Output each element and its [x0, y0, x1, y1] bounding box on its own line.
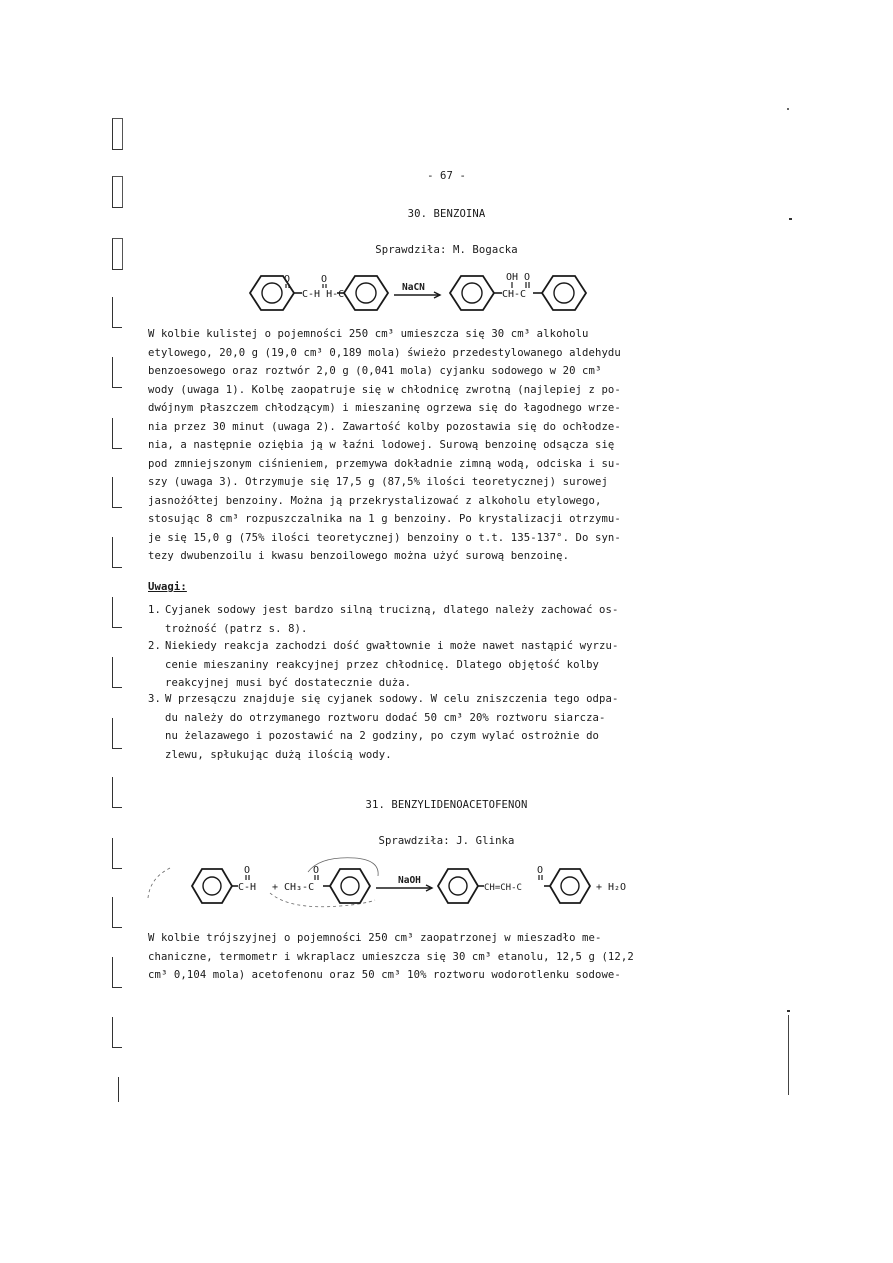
text-line: nia przez 30 minut (uwaga 2). Zawartość kolby pozostawia się do ochłodze- — [148, 420, 621, 433]
margin-bracket — [112, 418, 122, 449]
section-30-title: 30. BENZOINA — [407, 208, 486, 220]
text-line: zlewu, spłukując dużą ilością wody. — [165, 748, 392, 761]
margin-bracket — [112, 537, 122, 568]
margin-bracket — [112, 597, 122, 628]
benzene-ring — [438, 869, 478, 903]
oxygen-label: O — [313, 865, 320, 876]
reagent-nacn: NaCN — [402, 282, 425, 293]
text-line: W kolbie kulistej o pojemności 250 cm³ umieszcza się 30 cm³ alkoholu — [148, 328, 589, 340]
text-line: cenie mieszaniny reakcyjnej przez chłodnicę. Dlatego objętość kolby — [165, 658, 600, 671]
section-30-procedure — [148, 325, 642, 566]
reagent-naoh: NaOH — [398, 875, 421, 886]
hydroxyl-label: OH — [506, 272, 519, 283]
margin-bracket — [112, 1017, 122, 1048]
margin-bracket — [112, 657, 122, 688]
margin-bracket — [112, 897, 122, 928]
text-line: tezy dwubenzoilu i kwasu benzoilowego można użyć surową benzoinę. — [148, 550, 570, 562]
section-31-procedure — [148, 929, 642, 985]
text-line: pod zmniejszonym ciśnieniem, przemywa dokładnie zimną wodą, odciska i su- — [148, 457, 621, 470]
text-line: reakcyjnej musi być dostatecznie duża. — [165, 677, 412, 689]
margin-bracket — [112, 357, 122, 388]
margin-bracket — [112, 297, 122, 328]
product-chain-label: CH=CH-C — [484, 883, 522, 893]
text-line: W kolbie trójszyjnej o pojemności 250 cm³ zaopatrzonej w mieszadło me- — [148, 932, 602, 944]
benzene-ring-circle — [262, 283, 282, 303]
text-line: dwójnym płaszczem chłodzącym) i mieszaninę ogrzewa się do łagodnego wrze- — [148, 402, 621, 414]
water-label: H₂O — [608, 882, 627, 893]
text-line: etylowego, 20,0 g (19,0 cm³ 0,189 mola) świeżo przedestylowanego aldehydu — [148, 346, 621, 359]
text-line: je się 15,0 g (75% ilości teoretycznej) benzoiny o t.t. 135-137°. Do syn- — [148, 531, 621, 544]
text-line: Niekiedy reakcja zachodzi dość gwałtownie i może nawet nastąpić wyrzu- — [165, 640, 619, 652]
text-line: stosując 8 cm³ rozpuszczalnika na 1 g benzoiny. Po krystalizacji otrzymu- — [148, 513, 621, 525]
benzene-ring — [450, 276, 494, 310]
page-number: - 67 - — [427, 170, 466, 182]
notes-heading — [148, 578, 187, 597]
section-31-checked-by: Sprawdziła: J. Glinka — [378, 835, 515, 847]
text-line: szy (uwaga 3). Otrzymuje się 17,5 g (87,5% ilości teoretycznej) surowej — [148, 476, 608, 488]
margin-bracket — [112, 477, 122, 508]
text-line: du należy do otrzymanego roztworu dodać 50 cm³ 20% roztworu siarcza- — [165, 711, 606, 724]
pencil-annotation — [270, 893, 375, 907]
text-line: W przesączu znajduje się cyjanek sodowy. W celu zniszczenia tego odpa- — [165, 693, 619, 705]
benzene-ring — [542, 276, 586, 310]
text-line: trożność (patrz s. 8). — [165, 622, 308, 635]
section-31-title: 31. BENZYLIDENOACETOFENON — [365, 799, 528, 811]
margin-line — [118, 1077, 119, 1102]
note-number: 3. — [148, 693, 161, 705]
note-number: 2. — [148, 640, 161, 652]
oxygen-label: O — [284, 274, 291, 285]
oxygen-label: O — [524, 272, 531, 283]
scan-mark — [787, 108, 789, 110]
text-line: wody (uwaga 1). Kolbę zaopatruje się w chłodnicę zwrotną (najlepiej z po- — [148, 383, 621, 396]
note-3 — [148, 690, 642, 764]
note-number: 1. — [148, 604, 161, 616]
margin-bracket — [112, 957, 122, 988]
text-line: nia, a następnie oziębia ją w łaźni lodowej. Surową benzoinę odsącza się — [148, 439, 615, 451]
benzene-ring — [330, 869, 370, 903]
chalcone-reaction-scheme — [140, 848, 660, 916]
aldehyde-label: C-H — [238, 882, 257, 893]
pencil-annotation — [148, 868, 170, 898]
section-30-checked-by: Sprawdziła: M. Bogacka — [375, 244, 518, 256]
scan-mark — [787, 1010, 790, 1012]
page-edge — [788, 1015, 789, 1095]
benzene-ring — [550, 869, 590, 903]
text-line: benzoesowego oraz roztwór 2,0 g (0,041 mola) cyjanku sodowego w 20 cm³ — [148, 365, 602, 377]
text-line: jasnożółtej benzoiny. Można ją przekrystalizować z alkoholu etylowego, — [148, 494, 602, 507]
margin-bracket — [112, 718, 122, 749]
benzene-ring — [192, 869, 232, 903]
text-line: chaniczne, termometr i wkraplacz umieszcza się 30 cm³ etanolu, 12,5 g (12,2 — [148, 950, 634, 963]
text-line: nu żelazawego i pozostawić na 2 godziny, po czym wylać ostrożnie do — [165, 730, 600, 742]
margin-bracket — [112, 118, 123, 150]
oxygen-label: O — [321, 274, 328, 285]
oxygen-label: O — [537, 865, 544, 876]
note-2 — [148, 637, 642, 693]
text-line: Cyjanek sodowy jest bardzo silną trucizną, dlatego należy zachować os- — [165, 604, 619, 616]
note-1 — [148, 601, 642, 638]
plus-sign: + — [596, 882, 603, 893]
plus-sign: + — [272, 882, 279, 893]
product-group-label: CH-C — [502, 289, 527, 300]
notes-heading-text: Uwagi: — [148, 581, 187, 593]
benzene-ring — [344, 276, 388, 310]
benzoin-reaction-scheme — [230, 268, 610, 318]
aldehyde-groups-label: C-H H-C — [302, 289, 345, 300]
text-line: cm³ 0,104 mola) acetofenonu oraz 50 cm³ 10% roztworu wodorotlenku sodowe- — [148, 969, 621, 981]
methyl-ketone-label: CH₃-C — [284, 882, 315, 893]
oxygen-label: O — [244, 865, 251, 876]
